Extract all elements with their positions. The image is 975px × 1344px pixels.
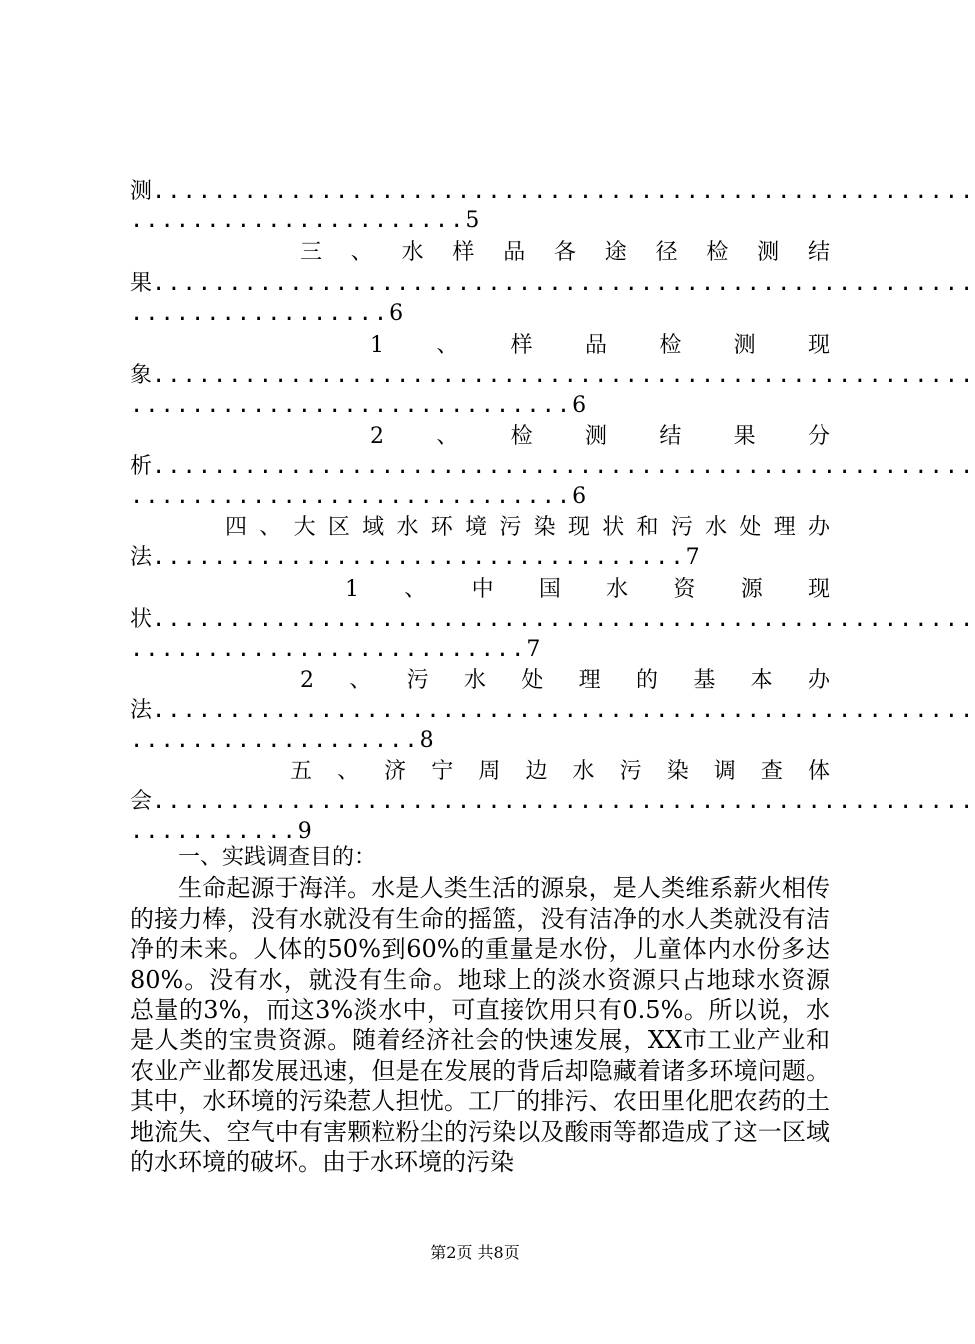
toc-text: 测 <box>130 179 153 204</box>
toc-leader: ...................... <box>130 208 466 233</box>
toc-leader: .......................... <box>130 637 527 662</box>
toc-leader: ...................................................... <box>152 271 975 296</box>
toc-leader: ...................................................... <box>152 179 975 204</box>
toc-leader: ...................................................... <box>152 607 975 632</box>
toc-page-number: 6 <box>572 484 587 509</box>
section-heading: 一、实践调查目的： <box>178 845 377 870</box>
toc-text: 法 <box>130 698 153 723</box>
toc-page-number: 9 <box>297 819 312 844</box>
toc-leader: ...................................................... <box>152 363 975 388</box>
toc-text: 状 <box>130 607 153 632</box>
toc-leader: ................. <box>130 301 390 326</box>
page-footer: 第2页 共8页 <box>430 1243 520 1262</box>
toc-line <box>130 725 830 757</box>
toc-page-number: 8 <box>419 728 434 753</box>
toc-line <box>130 634 830 666</box>
toc-heading: 2、检测结果分 <box>370 424 830 449</box>
toc-heading: 1、样品检测现 <box>370 333 830 358</box>
toc-leader: ............................. <box>130 393 573 418</box>
toc-line <box>130 604 975 636</box>
toc-heading: 四、大区域水环境污染现状和污水处理办 <box>225 515 830 540</box>
toc-leader: ...................................................... <box>152 454 975 479</box>
toc-line <box>130 298 830 330</box>
toc-leader: ................... <box>130 728 420 753</box>
toc-leader: ...................................................... <box>152 789 975 814</box>
body-paragraph: 生命起源于海洋。水是人类生活的源泉，是人类维系薪火相传的接力棒，没有水就没有生命的摇篮，没有洁净的水人类就没有洁净的未来。人体的50%到60%的重量是水份，儿童体内水份多达80%。没有水，就没有生命。地球上的淡水资源只占地球水资源总量的3%，而这3%淡水中，可直接饮用只有0.5%。所以说，水是人类的宝贵资源。随着经济社会的快速发展，XX市工业产业和农业产业都发展迅速，但是在发展的背后却隐藏着诸多环境问题。其中，水环境的污染惹人担忧。工厂的排污、农田里化肥农药的土地流失、空气中有害颗粒粉尘的污染以及酸雨等都造成了这一区域的水环境的破坏。由于水环境的污染 <box>130 874 830 1177</box>
toc-line <box>130 481 830 513</box>
toc-line <box>130 268 975 300</box>
toc-heading: 1、中国水资源现 <box>345 577 830 602</box>
toc-heading: 五、济宁周边水污染调查体 <box>290 759 830 784</box>
toc-line <box>130 451 975 483</box>
toc-page-number: 6 <box>389 301 404 326</box>
toc-line <box>130 786 975 818</box>
toc-page-number: 6 <box>572 393 587 418</box>
toc-line <box>130 542 830 574</box>
toc-leader: ................................... <box>152 545 686 570</box>
toc-leader: ........... <box>130 819 298 844</box>
section-body <box>130 843 830 1177</box>
toc-heading: 2、污水处理的基本办 <box>300 668 830 693</box>
toc-text: 析 <box>130 454 153 479</box>
toc-text: 象 <box>130 363 153 388</box>
toc-line <box>130 176 975 208</box>
toc-page-number: 7 <box>526 637 541 662</box>
toc-text: 法 <box>130 545 153 570</box>
toc-line <box>130 360 975 392</box>
toc-text: 果 <box>130 271 153 296</box>
toc-leader: ...................................................... <box>152 698 975 723</box>
toc-page-number: 5 <box>465 208 480 233</box>
toc-line <box>130 205 830 237</box>
toc-line <box>130 695 975 727</box>
toc-heading: 三、水样品各途径检测结 <box>300 240 830 265</box>
toc-text: 会 <box>130 789 153 814</box>
toc-leader: ............................. <box>130 484 573 509</box>
toc-page-number: 7 <box>685 545 700 570</box>
toc-line <box>130 390 830 422</box>
